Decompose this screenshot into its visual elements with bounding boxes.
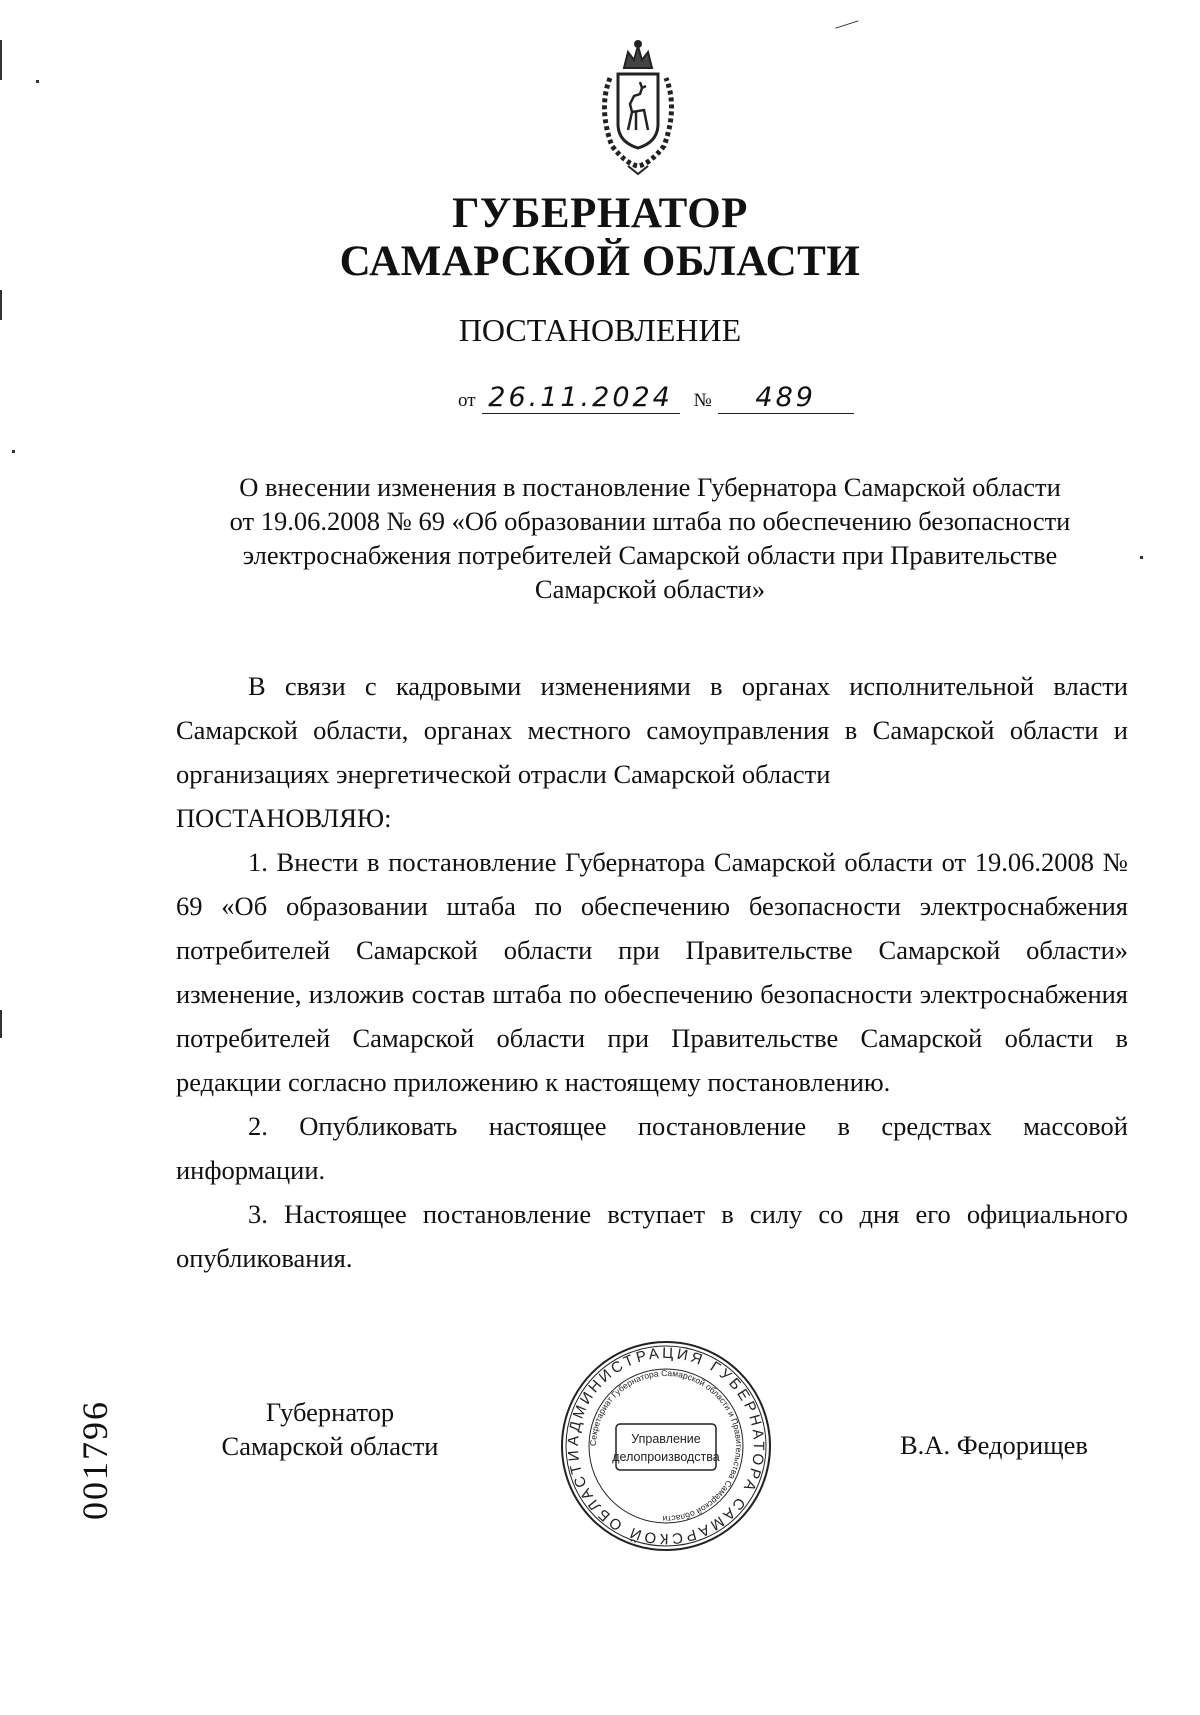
decree-word: ПОСТАНОВЛЯЮ: xyxy=(176,803,392,833)
document-body xyxy=(176,664,1128,1280)
scan-speck xyxy=(36,80,39,83)
document-type: ПОСТАНОВЛЕНИЕ xyxy=(458,312,742,348)
org-title-line1: ГУБЕРНАТОР xyxy=(452,190,748,237)
item-3-paragraph: 3. Настоящее постановление вступает в силу со дня его официального опубликования. xyxy=(176,1199,1128,1273)
scan-speck xyxy=(12,450,15,453)
scan-speck xyxy=(1140,556,1143,559)
subject-line: от 19.06.2008 № 69 «Об образовании штаба по обеспечению безопасности xyxy=(229,506,1071,536)
item-2-paragraph: 2. Опубликовать настоящее постановление в средствах массовой информации. xyxy=(176,1111,1128,1185)
number-value: 489 xyxy=(718,382,854,414)
scan-margin-mark xyxy=(0,40,2,80)
stamp-outer-text: АДМИНИСТРАЦИЯ ГУБЕРНАТОРА САМАРСКОЙ ОБЛАСТИ xyxy=(564,1344,768,1548)
official-stamp xyxy=(560,1340,772,1552)
subject-line: Самарской области» xyxy=(534,574,766,604)
org-title-line2: САМАРСКОЙ ОБЛАСТИ xyxy=(339,238,861,285)
subject-line: электроснабжения потребителей Самарской области при Правительстве xyxy=(242,540,1058,570)
coat-of-arms-icon xyxy=(588,38,688,180)
number-prefix: № xyxy=(693,390,712,411)
signatory-name: В.А. Федорищев xyxy=(900,1430,1088,1460)
stamp-center-line1: Управление xyxy=(631,1432,701,1446)
scan-margin-mark xyxy=(0,290,2,320)
stamp-center-line2: делопроизводства xyxy=(612,1450,720,1464)
date-number-line xyxy=(458,382,854,414)
position-line: Самарской области xyxy=(221,1431,439,1461)
date-value: 26.11.2024 xyxy=(482,382,680,414)
date-prefix: от xyxy=(458,390,476,411)
stamp-inner-text: Секретариат Губернатора Самарской области и Правительства Самарской области xyxy=(587,1367,745,1525)
subject-line: О внесении изменения в постановление Губернатора Самарской области xyxy=(239,472,1061,502)
item-1-paragraph: 1. Внести в постановление Губернатора Самарской области от 19.06.2008 № 69 «Об образовании штаба по обеспечению безопасности электроснабжения потребителей Самарской области при Правительстве Самарской области» изменение, изложив состав штаба по обеспечению безопасности электроснабжения потребителей Самарской области при Правительстве Самарской области в редакции согласно приложению к настоящему постановлению. xyxy=(176,847,1128,1097)
position-line: Губернатор xyxy=(265,1397,395,1427)
preamble-paragraph: В связи с кадровыми изменениями в органах исполнительной власти Самарской области, органах местного самоуправления в Самарской области и организациях энергетической отрасли Самарской области xyxy=(176,671,1128,789)
document-subject xyxy=(180,470,1120,606)
scan-margin-mark xyxy=(0,1010,2,1038)
scan-speck xyxy=(835,20,858,28)
signatory-position xyxy=(200,1395,460,1463)
serial-number: 001796 xyxy=(75,1400,115,1520)
